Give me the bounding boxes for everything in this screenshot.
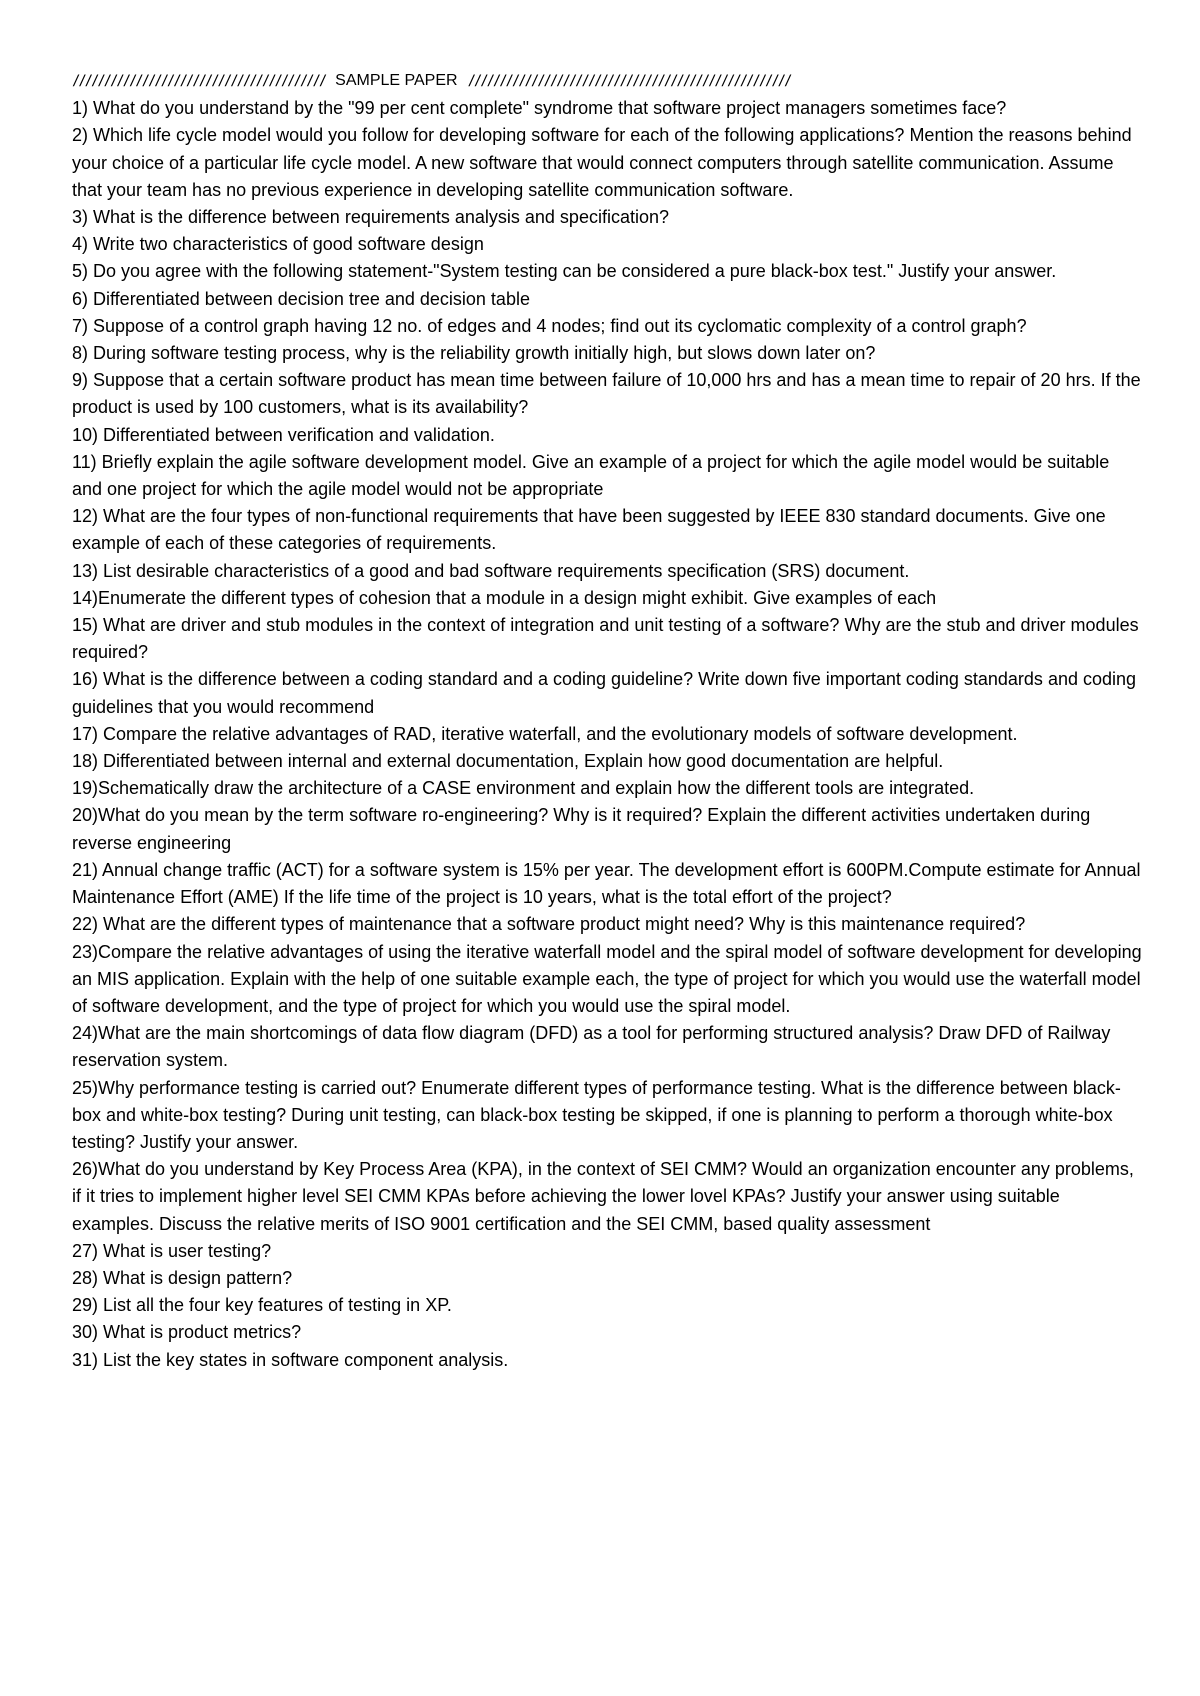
question-5: 5) Do you agree with the following statement-"System testing can be considered a pure black-box test." Justify your answer.: [72, 261, 1057, 282]
question-18: 18) Differentiated between internal and external documentation, Explain how good documentation are helpful.: [72, 751, 944, 772]
question-11: 11) Briefly explain the agile software development model. Give an example of a project for which the agile model would be suitable and one project for which the agile model would not be appropriate: [72, 451, 1110, 500]
question-14: 14)Enumerate the different types of cohesion that a module in a design might exhibit. Give examples of each: [72, 587, 937, 608]
question-21: 21) Annual change traffic (ACT) for a software system is 15% per year. The development effort is 600PM.Compute estimate for Annual Maintenance Effort (AME) If the life time of the project is 10 years, what is the total effort of the project?: [72, 859, 1141, 908]
question-20: 20)What do you mean by the term software ro-engineering? Why is it required? Explain the different activities undertaken during reverse engineering: [72, 805, 1091, 853]
question-28: 28) What is design pattern?: [72, 1267, 293, 1288]
question-25: 25)Why performance testing is carried out? Enumerate different types of performance testing. What is the difference between black-box and white-box testing? During unit testing, can black-box testing be skipped, if one is planning to perform a thorough white-box testing? Justify your answer.: [72, 1077, 1121, 1152]
question-8: 8) During software testing process, why is the reliability growth initially high, but slows down later on?: [72, 343, 876, 364]
question-24: 24)What are the main shortcomings of data flow diagram (DFD) as a tool for performing structured analysis? Draw DFD of Railway reservation system.: [72, 1023, 1111, 1071]
question-23: 23)Compare the relative advantages of using the iterative waterfall model and the spiral model of software development for developing an MIS application. Explain with the help of one suitable example each, the type of project for which you would use the waterfall model of software development, and the type of project for which you would use the spiral model.: [72, 941, 1142, 1016]
question-6: 6) Differentiated between decision tree and decision table: [72, 288, 530, 309]
header-title: SAMPLE PAPER: [335, 72, 458, 89]
question-15: 15) What are driver and stub modules in the context of integration and unit testing of a software? Why are the stub and driver modules required?: [72, 615, 1139, 663]
question-19: 19)Schematically draw the architecture of a CASE environment and explain how the different tools are integrated.: [72, 778, 975, 799]
question-list: [72, 95, 1142, 1374]
header-left-slashes: ////////////////////////////////////////: [72, 73, 326, 89]
question-26: 26)What do you understand by Key Process Area (KPA), in the context of SEI CMM? Would an organization encounter any problems, if it tries to implement higher level SEI CMM KPAs before achieving the lower lovel KPAs? Justify your answer using suitable examples. Discuss the relative merits of ISO 9001 certification and the SEI CMM, based quality assessment: [72, 1159, 1134, 1234]
question-22: 22) What are the different types of maintenance that a software product might need? Why is this maintenance required?: [72, 914, 1026, 935]
question-27: 27) What is user testing?: [72, 1240, 272, 1261]
question-17: 17) Compare the relative advantages of RAD, iterative waterfall, and the evolutionary models of software development.: [72, 723, 1018, 744]
question-4: 4) Write two characteristics of good software design: [72, 234, 484, 255]
question-13: 13) List desirable characteristics of a good and bad software requirements specification (SRS) document.: [72, 560, 910, 581]
question-2: 2) Which life cycle model would you follow for developing software for each of the following applications? Mention the reasons behind your choice of a particular life cycle model. A new software that would connect computers through satellite communication. Assume that your team has no previous experience in developing satellite communication software.: [72, 125, 1132, 200]
question-12: 12) What are the four types of non-functional requirements that have been suggested by IEEE 830 standard documents. Give one example of each of these categories of requirements.: [72, 506, 1106, 554]
question-31: 31) List the key states in software component analysis.: [72, 1349, 509, 1370]
header-right-slashes: ///////////////////////////////////////////////////: [467, 73, 791, 89]
question-3: 3) What is the difference between requirements analysis and specification?: [72, 207, 669, 228]
question-29: 29) List all the four key features of testing in XP.: [72, 1295, 452, 1316]
question-16: 16) What is the difference between a coding standard and a coding guideline? Write down five important coding standards and coding guidelines that you would recommend: [72, 669, 1137, 717]
page-header: [72, 66, 1142, 95]
question-9: 9) Suppose that a certain software product has mean time between failure of 10,000 hrs and has a mean time to repair of 20 hrs. If the product is used by 100 customers, what is its availability?: [72, 370, 1141, 418]
question-7: 7) Suppose of a control graph having 12 no. of edges and 4 nodes; find out its cyclomatic complexity of a control graph?: [72, 315, 1027, 336]
question-10: 10) Differentiated between verification and validation.: [72, 424, 495, 445]
question-30: 30) What is product metrics?: [72, 1322, 302, 1343]
document-page: [72, 66, 1142, 1374]
question-1: 1) What do you understand by the "99 per cent complete" syndrome that software project managers sometimes face?: [72, 98, 1007, 119]
